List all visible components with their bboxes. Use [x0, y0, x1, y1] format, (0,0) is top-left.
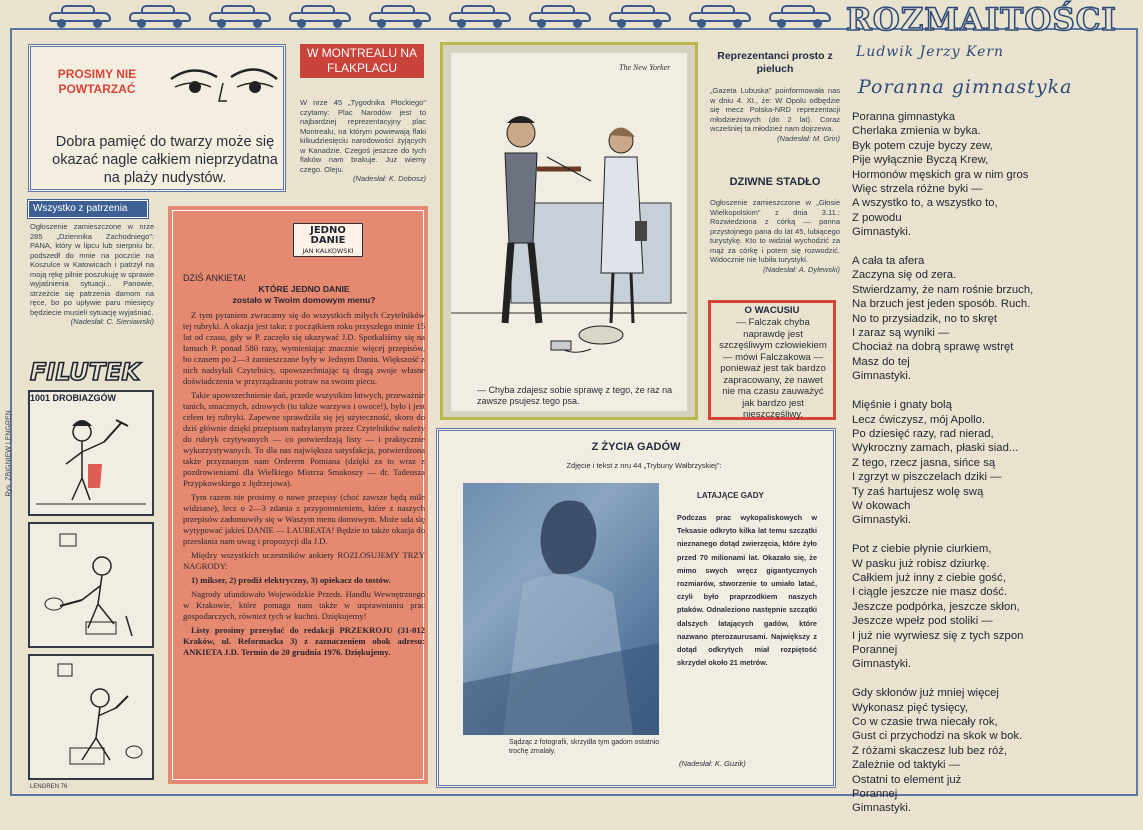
poem-line: Wykroczny zamach, płaski siad... — [852, 442, 1019, 455]
car-icon — [605, 4, 675, 26]
poem-line: Z tego, rzecz jasna, sińce są — [852, 456, 996, 469]
poem-line: Więc strzela różne byki — — [852, 183, 983, 196]
poem-line: Ty zaś hartujesz wolę swą — [852, 485, 984, 498]
jd-question-1: KTÓRE JEDNO DANIE — [258, 284, 350, 294]
car-icon — [125, 4, 195, 26]
montreal-headline: W MONTREALU NA FLAKPLACU — [300, 44, 424, 78]
jedno-danie-author: JAN KALKOWSKI — [302, 247, 354, 255]
poem-line: Stwierdzamy, że nam rośnie brzuch, — [852, 283, 1034, 296]
poem-line: Gimnastyki. — [852, 514, 912, 527]
gady-body: Podczas prac wykopaliskowych w Teksasie odkryto kilka lat temu szczątki nieznanego dotąd zwierzęcia, które żyło przed 70 milionami lat. Okazało się, że mimo swych wręcz gigantycznych rozmiarów, stworzenie to umiało latać, czyli było praprzodkiem naszych ptaków. Odnaleziono następnie szczątki dalszych latających gadów, które nazwano pterozaurusami. Największy z dotąd odkrytych miał rozpiętość skrzydeł około 21 metrów. — [677, 513, 817, 668]
stadlo-article — [710, 198, 840, 274]
stadlo-headline: DZIWNE STADŁO — [729, 176, 821, 188]
poem-line: Jeszcze wpełz pod stoliki — — [852, 615, 993, 628]
jd-question-2: zostało w Twoim domowym menu? — [232, 295, 376, 305]
poem-line: W okowach — [852, 499, 911, 512]
jd-paragraph: Nagrody ufundowało Wojewódzkie Przeds. Handlu Wewnętrznego w Krakowie, które pomaga nam także w usprawnianiu prac gospodarczych, również tych w kuchni. Dziękujemy! — [183, 589, 425, 621]
comic-panel-3 — [28, 654, 154, 780]
jedno-danie-text — [183, 273, 425, 661]
gady-intro: Zdjęcie i tekst z nru 44 „Trybuny Wałbrzyskiej": — [566, 461, 722, 470]
illustrator-credit: Rys. ZBIGNIEW LENGREN — [5, 410, 13, 497]
poem-line: Mięśnie i gnaty bolą — [852, 399, 952, 412]
ad-body: Dobra pamięć do twarzy może się okazać nagle całkiem nieprzydatna na plaży nudystów. — [52, 134, 278, 186]
poem-line: Gust ci przychodzi na skok w bok. — [852, 730, 1023, 743]
poem-line: Jeszcze podpórka, jeszcze skłon, — [852, 600, 1020, 613]
poem-line: Masz do tej — [852, 355, 910, 368]
wacus-box — [708, 300, 836, 420]
poem-line: Po dziesięć razy, rad nierad, — [852, 427, 994, 440]
gady-photo-caption: Sądząc z fotografii, skrzydła tym gadom ostatnio trochę zmalały. — [509, 739, 660, 755]
car-icon — [525, 4, 595, 26]
filutek-logo: FILUTEK — [30, 358, 141, 386]
poem-line: Gdy skłonów już mniej więcej — [852, 687, 999, 700]
gady-sender: (Nadesłał: K. Guzik) — [679, 759, 746, 768]
ad-box — [28, 44, 286, 192]
wszystko-sender: (Nadesłał: C. Sieniawski) — [70, 317, 154, 326]
jd-paragraph: Z tym pytaniem zwracamy się do wszystkich miłych Czytelników tej rubryki. A okazja jest taka: z początkiem roku przyszłego minie 15 lat od czasu, gdy w P. zaczęło się ukazywać J.D. Spotkaliśmy się na łamach P. ponad 580 razy, wymieniając znacznie więcej przepisów, bo czasem po 2—3 zamieszczane były w Jednym Daniu. Większość z nich nadsyłali Czytelnicy, upowszechniając tą drogą swoje własne doświadczenia w przyrządzaniu potraw na swoim piecu. — [183, 310, 425, 386]
gady-headline: Z ŻYCIA GADÓW — [591, 441, 681, 453]
poem-line: I ciągle jeszcze nie masz dość. — [852, 586, 1008, 599]
cartoon-source: The New Yorker — [619, 63, 671, 72]
poem-line: W pasku już robisz dziurkę. — [852, 557, 990, 570]
comic-caption: 1001 DROBIAZGÓW — [30, 393, 117, 403]
jd-paragraph: Takie upowszechnienie dań, przede wszystkim łatwych, przeważnie tanich, smacznych, zdrowych (tu także warzywa i owoce!), było i jest celem tej rubryki. Zapewne sprawdziła się jej użyteczność, skoro do dziś głównie dzięki przepisom nadsyłanym przez Czytelników należy do rubryk czytywanych — co potwierdzają listy — i praktycznie wykorzystywanych. To dla nas największa satysfakcja, potwierdzona także przyznanym nam Orderem Pomiana (dzięki za to wraz z pozdrowieniami dla Wielkiego Mistrza Smakoszy — dr. Tadeusza Przypkowskiego z Jędrzejowa). — [183, 390, 425, 488]
wszystko-body: Ogłoszenie zamieszczone w nrze 285 „Dziennika Zachodniego": PANA, który w lipcu lub sierpniu br. podszedł do mnie na poczcie na Koszulce w Katowicach i patrzył na moją rękę pilnie poszukuję w sprawie wyjaśnienia sytuacji... Panowie, strzeżcie się patrzenia damom na ręce, bo po upływie paru miesięcy będziecie musieli sytuację wyjaśniać. — [30, 222, 154, 317]
jd-prizes: 1) mikser, 2) prodiż elektryczny, 3) opiekacz do tostów. — [191, 575, 391, 585]
poem-line: Co w czasie trwa niecały rok, — [852, 716, 998, 728]
poem-line: Pot z ciebie płynie ciurkiem, — [852, 543, 992, 556]
poem-stanza — [852, 254, 1132, 384]
ad-title: PROSIMY NIE POWTARZAĆ — [57, 67, 137, 96]
jedno-danie-logo-line2: DANIE — [310, 235, 346, 246]
poem-line: Gimnastyki. — [852, 658, 912, 671]
poem-line: Byk potem czuje byczy zew, — [852, 139, 993, 152]
poem-stanza — [852, 686, 1132, 816]
poem-line: Chociaż na dobrą sprawę wstręt — [852, 341, 1014, 354]
jd-kicker: DZIŚ ANKIETA! — [183, 273, 246, 283]
poem-line: Lecz ćwiczysz, mój Apollo. — [852, 413, 986, 426]
poem-stanza — [852, 110, 1132, 240]
poem-line: I zaraz są wyniki — — [852, 327, 950, 340]
poem-stanza — [852, 398, 1132, 528]
poem-line: Z powodu — [852, 211, 902, 224]
poem-line: Pije wyłącznie Byczą Krew, — [852, 154, 989, 167]
masthead: ROZMAITOŚCI — [846, 2, 1117, 38]
poem-body — [852, 110, 1132, 830]
stadlo-body: Ogłoszenie zamieszczone w „Głosie Wielkopolskim" z dnia 3.11.: Rozwiedziona z córką — panna przystojnego pana do lat 45, lubiącego turystykę. Kto to widział wychodzić za mąż za córkę i potem się rozwodzić. Widocznie nie lubiła turystyki. — [710, 198, 840, 264]
car-icon — [45, 4, 115, 26]
gady-box — [436, 428, 836, 788]
jedno-danie-inner — [172, 210, 424, 780]
stadlo-sender: (Nadesłał: A. Dylewski) — [763, 264, 840, 274]
montreal-sender: (Nadesłał: K. Dobosz) — [353, 174, 426, 183]
poem-line: Hormonów męskich gra w nim gros — [852, 168, 1029, 181]
jd-paragraph: Listy prosimy przesyłać do redakcji PRZEKROJU (31-012 Kraków, ul. Reformacka 3) z zaznaczeniem obok adresu: ANKIETA J.D. Termin do 20 grudnia 1976. Dziękujemy. — [183, 625, 425, 657]
reprezentanci-sender: (Nadesłał: M. Grin) — [777, 133, 840, 143]
poem-line: I już nie wyrwiesz się z tych szpon — [852, 629, 1024, 642]
car-icon — [365, 4, 435, 26]
comic-signature: LENGREN 76 — [30, 784, 68, 790]
poem-line: Zaczyna się od zera. — [852, 269, 957, 282]
poem-line: Gimnastyki. — [852, 226, 912, 239]
poem-line: Poranna gimnastyka — [852, 111, 955, 123]
poem-line: Na brzuch jest jeden sposób. Ruch. — [852, 298, 1031, 311]
poem-line: Wykonasz pięć tysięcy, — [852, 701, 968, 714]
car-icon — [285, 4, 355, 26]
comic-panel-1 — [28, 390, 154, 516]
poem-line: A cała ta afera — [852, 255, 925, 268]
poem-line: Z różami skaczesz lub bez róż, — [852, 744, 1008, 757]
comic-drawing-2 — [30, 524, 152, 646]
wacus-headline: O WACUSIU — [744, 305, 800, 316]
wszystko-headline: Wszystko z patrzenia — [28, 200, 148, 218]
jedno-danie-logo — [293, 223, 363, 257]
poem-line: Gimnastyki. — [852, 370, 912, 383]
poem-line: Ostatni to element już — [852, 773, 962, 786]
photo-figure — [463, 483, 659, 735]
gady-subheadline: LATAJĄCE GADY — [697, 491, 764, 500]
poem-line: Cherlaka zmienia w byka. — [852, 125, 981, 138]
poem-line: Porannej — [852, 643, 898, 656]
poem-author: Ludwik Jerzy Kern — [856, 44, 1005, 60]
car-icon — [765, 4, 835, 26]
poem-title: Poranna gimnastyka — [858, 76, 1073, 98]
car-icon — [205, 4, 275, 26]
cartoon-panel — [451, 53, 687, 411]
comic-drawing-1 — [30, 392, 152, 514]
montreal-article — [300, 98, 426, 184]
wacus-body: — Falczak chyba naprawdę jest szczęśliwym człowiekiem — mówi Falczakowa — ponieważ jest tak bardzo zapracowany, że nawet nie ma czasu zauważyć jak bardzo jest nieszczęśliwy. — [719, 317, 827, 420]
poem-line: Gimnastyki. — [852, 802, 912, 815]
gady-photo — [463, 483, 659, 735]
cartoon-caption: — Chyba zdajesz sobie sprawę z tego, że raz na zawsze psujesz tego psa. — [477, 385, 673, 406]
jd-paragraph: Tym razem nie prosimy o nowe przepisy (choć zawsze będą mile widziane), lecz o 2—3 zdania z przypomnieniem, które z naszych przepisów zadomowiły się w Waszym menu domowym. Może uda się wytypować jakieś DANIE — LAUREATA! Będzie to także okazja do przesłania nam uwag i propozycji dla J.D. — [183, 492, 425, 546]
car-icon — [685, 4, 755, 26]
cartoon-drawing — [451, 73, 687, 373]
jedno-danie-logo-line1: JEDNO — [310, 225, 346, 236]
poem-stanza — [852, 542, 1132, 672]
reprezentanci-body: „Gazeta Lubuska" poinformowała nas w dniu 4. XI., że: W Opolu odbędzie się mecz Polska-NRD reprezentacji młodzieżowych (do 2 lat). Coraz wcześniej ta młodzież nam dojrzewa. — [710, 86, 840, 133]
car-icon — [445, 4, 515, 26]
poem-line: Zależnie od taktyki — — [852, 759, 960, 772]
eyes-illustration — [165, 57, 283, 105]
poem-line: I zgrzyt w piszczelach dziki — — [852, 471, 1002, 484]
reprezentanci-article — [710, 86, 840, 143]
wszystko-article — [30, 222, 154, 327]
poem-line: No to przysiadzik, no to skręt — [852, 312, 998, 325]
poem-line: Całkiem już inny z ciebie gość, — [852, 571, 1006, 584]
comic-panel-2 — [28, 522, 154, 648]
poem-line: Porannej — [852, 788, 898, 801]
reprezentanci-headline: Reprezentanci prosto z pieluch — [717, 50, 833, 75]
jedno-danie-column — [168, 206, 428, 784]
poem-line: A wszystko to, a wszystko to, — [852, 197, 998, 210]
jd-paragraph: Między wszystkich uczestników ankiety ROZLOSUJEMY TRZY NAGRODY: — [183, 550, 425, 571]
cartoon-frame — [440, 42, 698, 420]
montreal-body: W nrze 45 „Tygodnika Płockiego" czytamy: Plac Narodów jest to najbardziej reprezentacyjny plac Montrealu, na którym powiewają flaki kilkudziesięciu narodowości żyjących w Kanadzie. Czegoś jeszcze do tych flaków nam brakuje. Już wiemy czego. Oleju. — [300, 98, 426, 174]
car-strip — [40, 0, 840, 30]
comic-drawing-3 — [30, 656, 152, 778]
